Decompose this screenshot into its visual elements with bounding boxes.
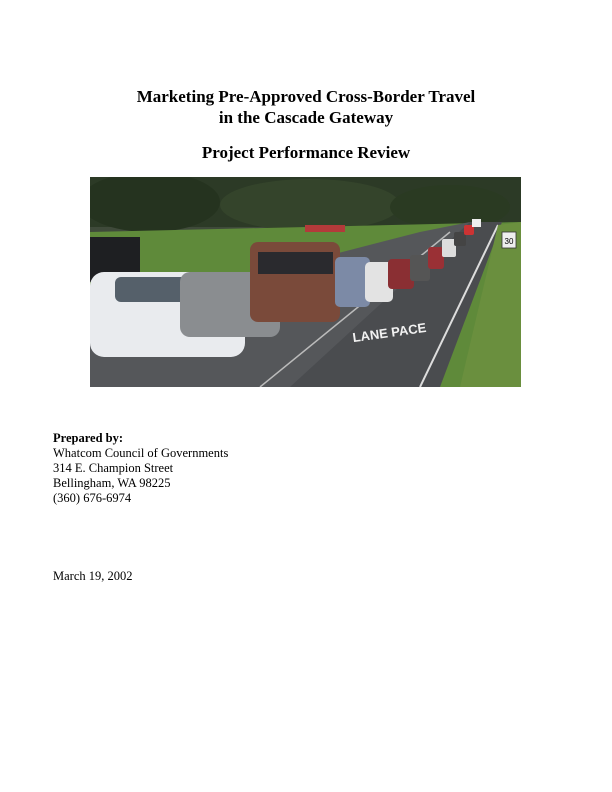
prepared-by-block <box>53 431 228 506</box>
cover-photo-traffic-queue <box>90 177 521 387</box>
speed-sign: 30 <box>504 237 514 246</box>
street-address: 314 E. Champion Street <box>53 461 174 475</box>
prepared-by-label: Prepared by: <box>53 431 124 445</box>
title-line-2: in the Cascade Gateway <box>218 108 394 127</box>
phone-number: (360) 676-6974 <box>53 491 132 505</box>
city-state-zip: Bellingham, WA 98225 <box>53 476 171 490</box>
organization: Whatcom Council of Governments <box>53 446 229 460</box>
subtitle: Project Performance Review <box>201 143 411 162</box>
road-marking: LANE PACE <box>351 319 428 346</box>
report-date: March 19, 2002 <box>53 569 133 583</box>
title-line-1: Marketing Pre-Approved Cross-Border Travel <box>136 87 476 106</box>
